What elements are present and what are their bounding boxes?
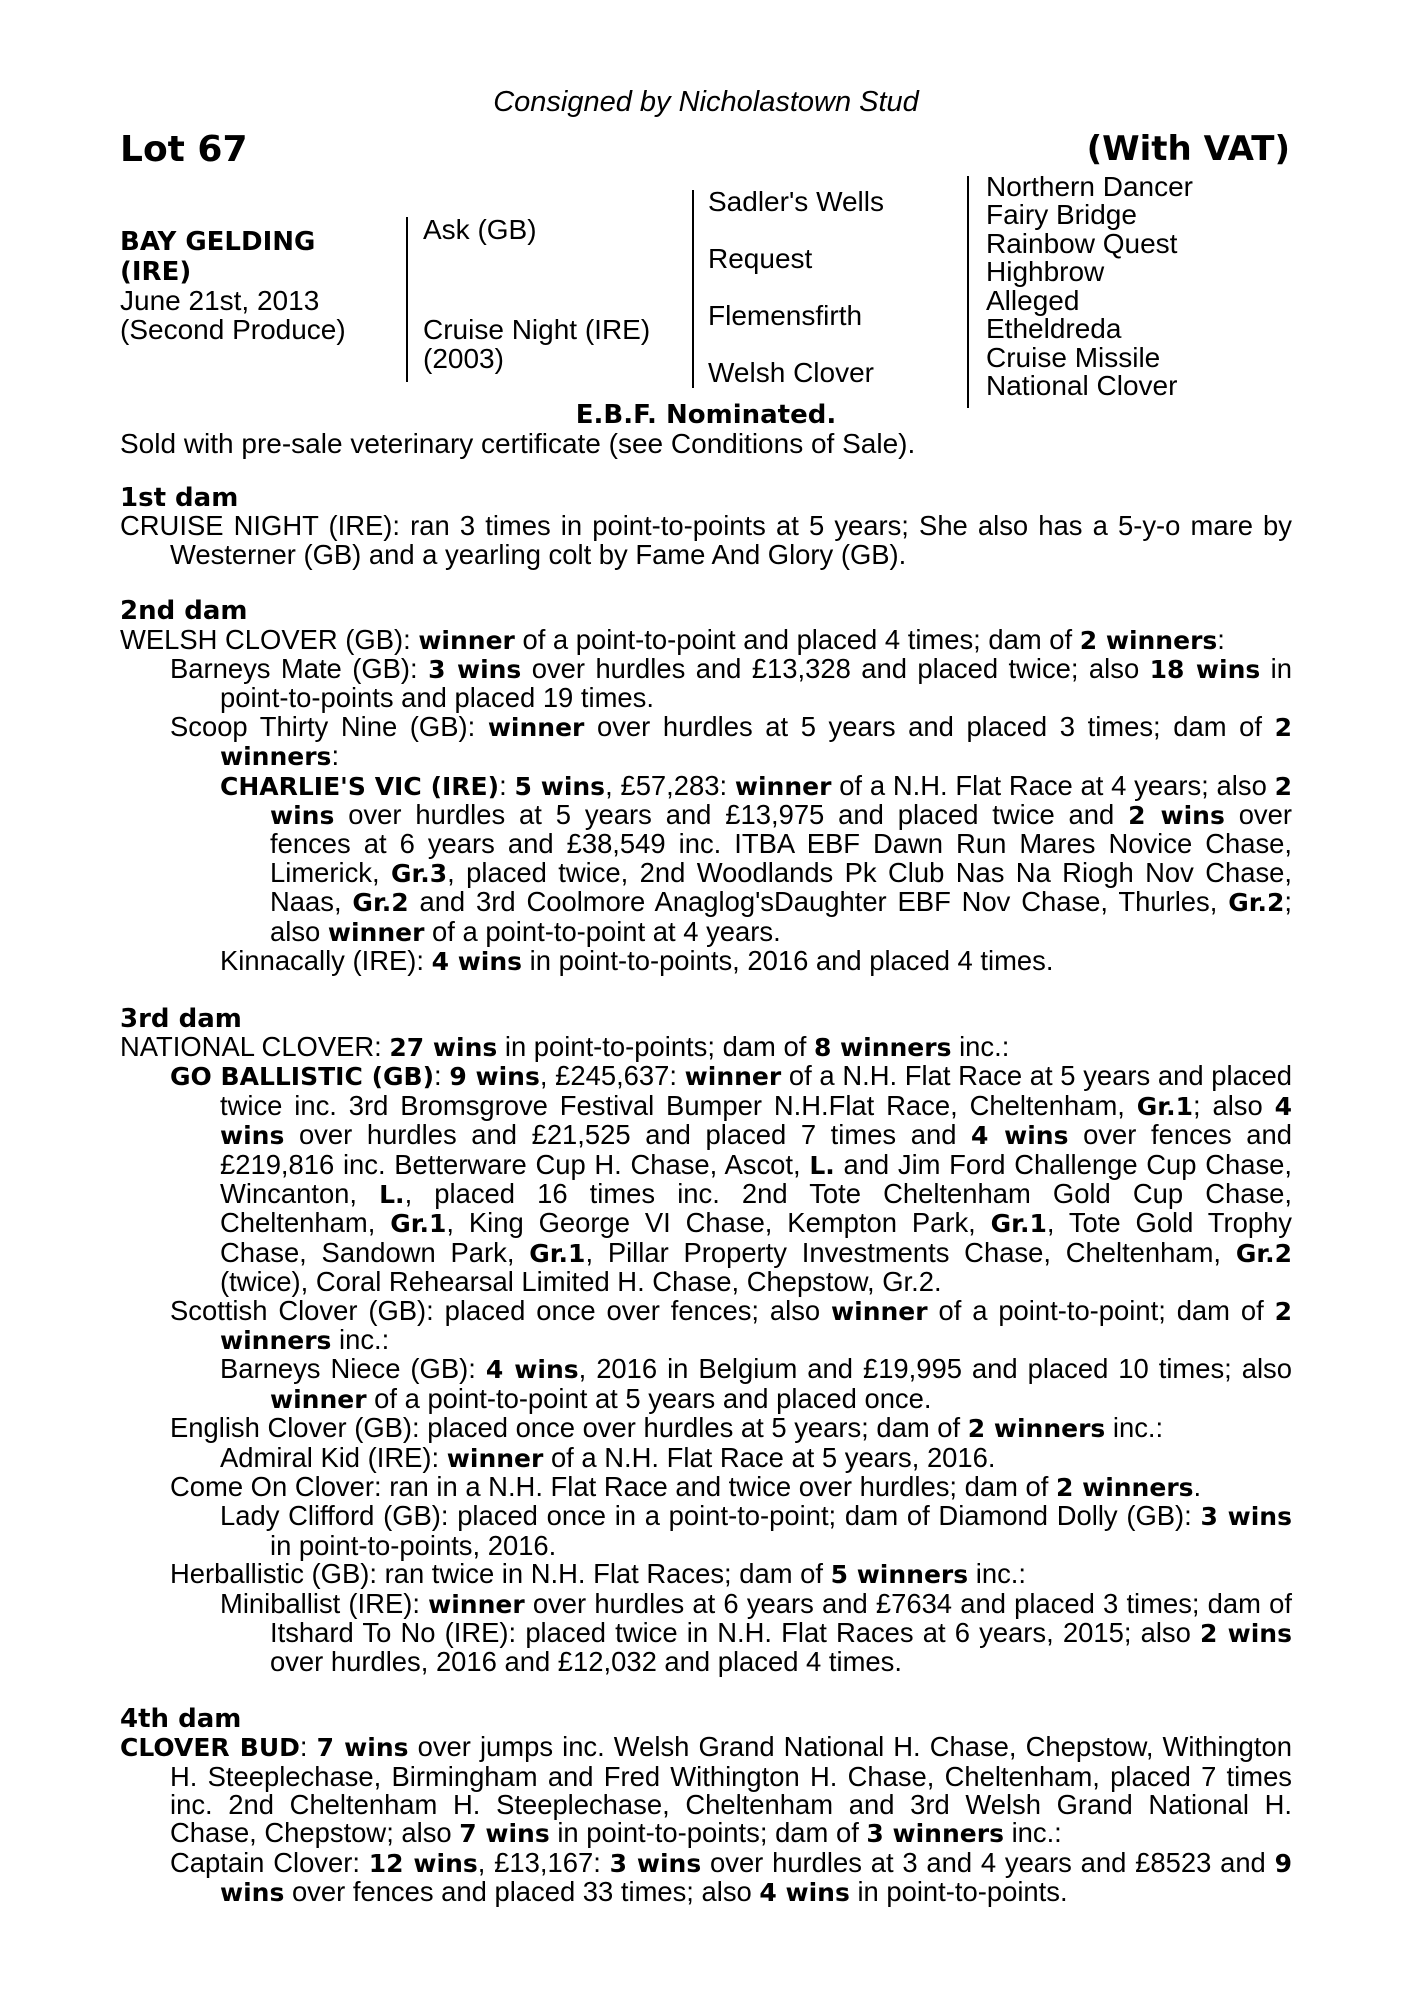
entry-herballistic (120, 1560, 1292, 1589)
bold-highlight: winner (446, 1443, 544, 1473)
text-run: over fences and £219,816 inc. Betterware Cup H. Chase, Ascot, (220, 1119, 1293, 1180)
lot-number: Lot 67 (120, 129, 248, 170)
text-run: over hurdles and £21,525 and placed 7 times and (284, 1119, 972, 1151)
bold-highlight: 7 wins (316, 1733, 409, 1763)
bold-highlight: winner (487, 712, 585, 742)
text-run: Scoop Thirty Nine (GB): (170, 710, 488, 742)
bold-highlight: 27 wins (389, 1032, 498, 1062)
text-run: . (1193, 1471, 1202, 1502)
entry-welsh-clover (120, 623, 1292, 655)
text-run: , Pillar Property Investments Chase, Cheltenham, (585, 1236, 1236, 1268)
entry-kinnacally (120, 947, 1292, 976)
text-run: in point-to-points and placed 19 times. (220, 653, 1293, 714)
text-run: English Clover (GB): placed once over hurdles at 5 years; dam of (170, 1412, 968, 1444)
bold-highlight: winner (428, 1589, 525, 1619)
text-run: Scottish Clover (GB): placed once over fences; also (170, 1294, 832, 1326)
entry-go-ballistic (120, 1062, 1292, 1296)
bold-highlight: 7 wins (459, 1819, 550, 1849)
bold-highlight: 2 wins (1200, 1619, 1292, 1649)
entry-national-clover (120, 1030, 1292, 1062)
text-run: over jumps inc. Welsh Grand National H. Chase, Chepstow, Withington H. Steeplechase, Birmingham and Fred Withington H. Chase, Cheltenham, placed 7 times inc. 2nd Cheltenham H. Steeplechase, Cheltenham and 3rd Welsh Grand National H. Chase, Chepstow; also (170, 1731, 1292, 1849)
text-run: and Jim Ford Challenge Cup Chase, Wincanton, (220, 1148, 1293, 1209)
vet-certificate-note: Sold with pre-sale veterinary certificate (see Conditions of Sale). (120, 428, 916, 459)
text-run: in point-to-points; dam of (549, 1817, 867, 1849)
text-run: Lady Clifford (GB): placed once in a point-to-point; dam of Diamond Dolly (GB): (220, 1500, 1201, 1532)
bold-highlight: winner (684, 1062, 782, 1092)
text-run: in point-to-points, 2016 and placed 4 times. (522, 945, 1054, 977)
text-run: . (933, 1266, 942, 1298)
text-run: , placed twice, 2nd Woodlands Pk Club Nas Na Riogh Nov Chase, Naas, (270, 856, 1293, 918)
entry-clover-bud (120, 1733, 1292, 1849)
text-run: over hurdles at 5 years and placed 3 times; dam of (584, 710, 1275, 742)
bold-highlight: 4 wins (485, 1355, 579, 1385)
text-run: : (434, 1060, 450, 1092)
text-run: , £245,637: (539, 1060, 685, 1092)
bold-highlight: L. (809, 1150, 835, 1180)
text-run: over fences and placed 33 times; also (284, 1876, 760, 1908)
text-run: over hurdles at 3 and 4 years and £8523 and (701, 1846, 1275, 1878)
entry-scottish-clover (120, 1294, 1292, 1356)
entry-english-clover (120, 1414, 1292, 1443)
text-run: over hurdles, 2016 and £12,032 and placed 4 times. (270, 1646, 902, 1678)
text-run: , 2016 in Belgium and £19,995 and placed 10 times; also (578, 1353, 1292, 1385)
text-run: in point-to-points, 2016. (270, 1529, 557, 1561)
text-run: of a N.H. Flat Race at 5 years, 2016. (543, 1441, 996, 1473)
pedigree-bracket-2 (692, 190, 694, 388)
produce-note: (Second Produce) (120, 314, 346, 345)
bold-highlight: Gr.1 (990, 1209, 1047, 1239)
bold-highlight: 3 wins (609, 1848, 702, 1878)
text-run: , placed 16 times inc. 2nd Tote Cheltenham Gold Cup Chase, Cheltenham, (220, 1177, 1292, 1239)
bold-highlight: winner (270, 1384, 367, 1414)
pedigree-gen3-item: Rainbow Quest (986, 228, 1178, 259)
pedigree-dam-year: (2003) (423, 343, 504, 374)
pedigree-gen3-item: Etheldreda (986, 313, 1122, 344)
entry-miniballist (120, 1587, 1292, 1678)
foaling-date: June 21st, 2013 (120, 285, 320, 316)
bold-highlight: winner (831, 1296, 928, 1326)
bold-highlight: winner (418, 625, 515, 655)
pedigree-gen2-item: Welsh Clover (708, 357, 874, 388)
bold-highlight: winner (734, 771, 832, 801)
text-run: : (299, 1731, 317, 1763)
bold-highlight: 4 wins (220, 1091, 1292, 1151)
bold-highlight: 9 wins (449, 1062, 540, 1092)
text-run: , £13,167: (477, 1846, 610, 1878)
consignor-line: Consigned by Nicholastown Stud (493, 86, 919, 118)
text-run: Barneys Niece (GB): (220, 1353, 486, 1385)
bold-highlight: 2 winners (220, 1296, 1292, 1355)
text-run: Captain Clover: (170, 1846, 369, 1878)
bold-highlight: 5 wins (514, 771, 606, 801)
pedigree-gen2-item: Request (708, 243, 813, 274)
pedigree-gen3-item: Alleged (986, 285, 1080, 316)
text-run: of a point-to-point at 5 years and placed once. (366, 1382, 932, 1414)
bold-highlight: Gr.1 (390, 1209, 447, 1239)
bold-highlight: 3 winners (866, 1819, 1004, 1849)
pedigree-dam: Cruise Night (IRE) (423, 314, 651, 345)
text-run: of a point-to-point; dam of (927, 1294, 1275, 1326)
text-run: , £57,283: (605, 769, 735, 801)
bold-highlight: 5 winners (830, 1560, 969, 1590)
text-run: , Tote Gold Trophy Chase, Sandown Park, (220, 1207, 1292, 1268)
bold-highlight: 12 wins (368, 1848, 478, 1878)
vat-note: (With VAT) (1086, 129, 1290, 169)
third-dam-heading: 3rd dam (120, 1003, 242, 1034)
bold-highlight: winner (327, 917, 425, 947)
bold-highlight: 18 wins (1149, 655, 1261, 685)
text-run: over hurdles at 5 years and £13,975 and placed twice and (334, 799, 1129, 831)
text-run: Miniballist (IRE): (220, 1587, 429, 1619)
text-run: Kinnacally (IRE): (220, 945, 432, 977)
bold-highlight: 2 winners (1056, 1473, 1194, 1502)
text-run: : (1217, 623, 1225, 655)
text-run: Admiral Kid (IRE): (220, 1441, 447, 1473)
entry-lady-clifford (120, 1502, 1292, 1560)
bold-highlight: 2 winners (1079, 625, 1218, 655)
text-run: , King George VI Chase, Kempton Park, (446, 1207, 991, 1239)
pedigree-gen3-item: Cruise Missile (986, 342, 1161, 373)
text-run: ; also (270, 886, 1293, 947)
catalogue-body (120, 484, 1292, 1908)
bold-highlight: 4 wins (431, 947, 523, 977)
bold-highlight: 2 wins (1128, 801, 1225, 831)
text-run: inc.: (968, 1558, 1026, 1590)
text-run: ; also (1192, 1089, 1275, 1121)
entry-admiral-kid (120, 1441, 1292, 1473)
bold-highlight: L. (379, 1179, 405, 1209)
bold-highlight: GO BALLISTIC (GB) (170, 1062, 435, 1092)
bold-highlight: 8 winners (813, 1032, 952, 1062)
text-run: and 3rd Coolmore Anaglog'sDaughter EBF Nov Chase, Thurles, (408, 886, 1229, 918)
bold-highlight: Gr.2 (1228, 888, 1285, 918)
bold-highlight: 4 wins (759, 1878, 850, 1908)
entry-barneys-mate (120, 655, 1292, 713)
bold-highlight: Gr.2 (1235, 1238, 1292, 1268)
first-dam-heading: 1st dam (120, 483, 239, 513)
horse-sex-line2: (IRE) (120, 257, 192, 287)
pedigree-gen3-item: Highbrow (986, 256, 1105, 287)
entry-come-on-clover (120, 1473, 1292, 1502)
pedigree-gen3-item: National Clover (986, 370, 1178, 401)
text-run: NATIONAL CLOVER: (120, 1030, 390, 1062)
text-run: over hurdles at 6 years and £7634 and placed 3 times; dam of Itshard To No (IRE): placed twice in N.H. Flat Races at 6 years, 2015; also (270, 1587, 1292, 1649)
horse-sex-line1: BAY GELDING (120, 227, 316, 257)
text-run: of a point-to-point at 4 years. (424, 915, 781, 947)
bold-highlight: 4 wins (971, 1121, 1069, 1151)
text-run: of a N.H. Flat Race at 5 years and placed twice inc. 3rd Bromsgrove Festival Bumper N.H.Flat Race, Cheltenham, (220, 1060, 1292, 1121)
text-run: inc.: (331, 1323, 390, 1355)
horse-sex (120, 227, 315, 287)
pedigree-bracket-1 (406, 217, 408, 382)
text-run: WELSH CLOVER (GB): (120, 623, 419, 655)
bold-highlight: Gr.1 (529, 1238, 586, 1268)
text-run: inc.: (951, 1030, 1010, 1062)
entry-cruise-night: CRUISE NIGHT (IRE): ran 3 times in point-to-points at 5 years; She also has a 5-y-o mare by Westerner (GB) and a yearling colt by Fame And Glory (GB). (120, 510, 1292, 570)
pedigree-gen2-item: Sadler's Wells (708, 186, 884, 217)
bold-highlight: 2 winners (967, 1414, 1106, 1444)
ebf-nomination: E.B.F. Nominated. (575, 400, 837, 430)
bold-highlight: CHARLIE'S VIC (IRE) (220, 771, 500, 801)
text-run: Herballistic (GB): ran twice in N.H. Flat Races; dam of (170, 1558, 831, 1590)
text-run: : (331, 740, 340, 772)
bold-highlight: 2 winners (220, 712, 1292, 772)
entry-barneys-niece (120, 1355, 1292, 1414)
text-run: in point-to-points; dam of (497, 1030, 814, 1062)
fourth-dam-heading: 4th dam (120, 1703, 242, 1734)
bold-highlight: Gr.3 (390, 858, 448, 888)
text-run: in point-to-points. (849, 1876, 1068, 1908)
text-run: inc.: (1105, 1412, 1164, 1444)
pedigree-gen2-item: Flemensfirth (708, 300, 863, 331)
text-run: over hurdles and £13,328 and placed twice; also (521, 653, 1150, 685)
pedigree-gen3-item: Fairy Bridge (986, 199, 1137, 230)
bold-highlight: 3 wins (428, 655, 522, 685)
text-run: of a N.H. Flat Race at 4 years; also (831, 769, 1275, 801)
text-run: Gr.2 (882, 1266, 934, 1298)
bold-highlight: Gr.2 (352, 888, 409, 918)
text-run: (twice), Coral Rehearsal Limited H. Chase, Chepstow, (220, 1266, 883, 1298)
text-run: over fences at 6 years and £38,549 inc. ITBA EBF Dawn Run Mares Novice Chase, Limerick, (270, 799, 1292, 888)
text-run: Come On Clover: ran in a N.H. Flat Race and twice over hurdles; dam of (170, 1471, 1056, 1502)
pedigree-gen3-item: Northern Dancer (986, 171, 1193, 202)
bold-highlight: Gr.1 (1136, 1091, 1193, 1121)
entry-captain-clover (120, 1846, 1292, 1908)
text-run: inc.: (1003, 1817, 1062, 1849)
bold-highlight: 3 wins (1200, 1502, 1292, 1532)
bold-highlight: 2 wins (270, 771, 1292, 831)
bold-highlight: CLOVER BUD (120, 1733, 300, 1763)
bold-highlight: 9 wins (220, 1848, 1292, 1908)
pedigree-sire: Ask (GB) (423, 214, 537, 245)
entry-scoop-thirty-nine (120, 710, 1292, 772)
text-run: : (499, 769, 515, 801)
second-dam-heading: 2nd dam (120, 596, 248, 627)
entry-charlies-vic (120, 769, 1293, 947)
pedigree-bracket-3 (967, 176, 969, 408)
text-run: Barneys Mate (GB): (170, 653, 429, 685)
text-run: of a point-to-point and placed 4 times; dam of (514, 623, 1080, 655)
